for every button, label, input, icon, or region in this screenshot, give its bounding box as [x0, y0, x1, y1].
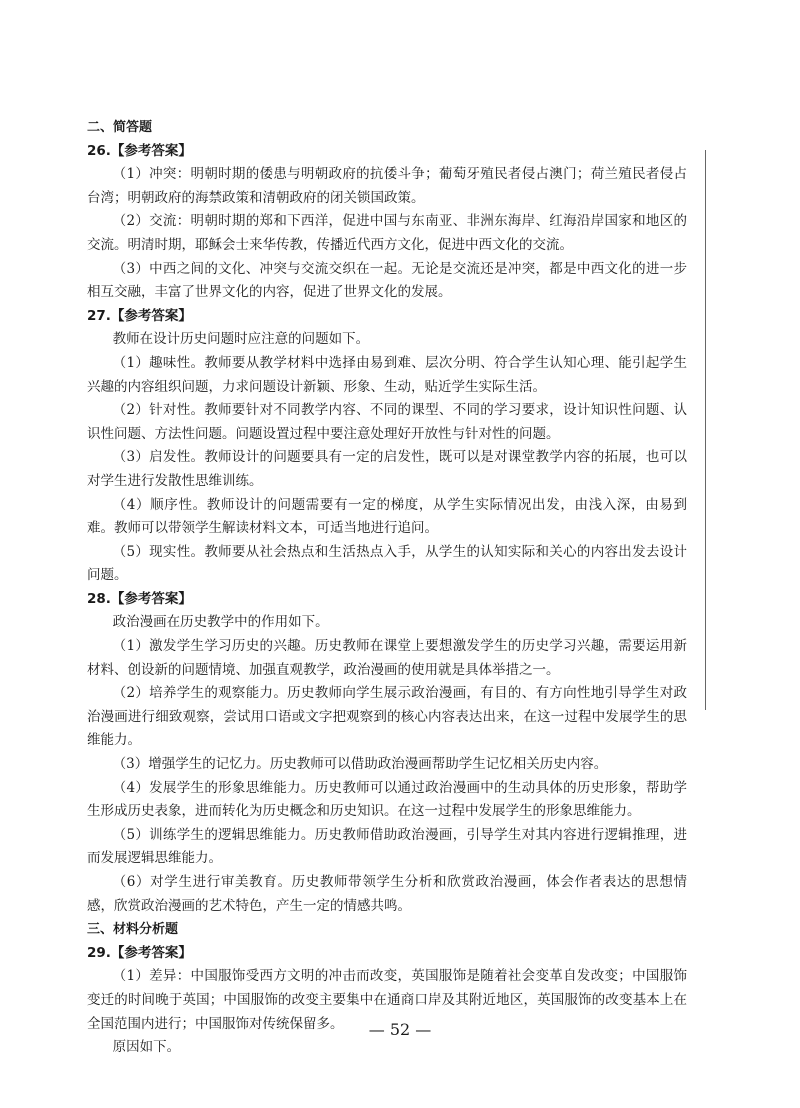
q28-paragraph-1: （1）激发学生学习历史的兴趣。历史教师在课堂上要想激发学生的历史学习兴趣，需要运用新材料、创设新的问题情境、加强直观教学，政治漫画的使用就是具体举措之一。: [87, 638, 687, 678]
q29-paragraph-2: 原因如下。: [112, 1039, 181, 1056]
q28-intro: 政治漫画在历史教学中的作用如下。: [112, 614, 329, 631]
q27-paragraph-2: （2）针对性。教师要针对不同教学内容、不同的课型、不同的学习要求，设计知识性问题、认识性问题、方法性问题。问题设置过程中要注意处理好开放性与针对性的问题。: [87, 402, 687, 442]
page-number: — 52 —: [368, 1020, 432, 1039]
q28-paragraph-3: （3）增强学生的记忆力。历史教师可以借助政治漫画帮助学生记忆相关历史内容。: [112, 756, 608, 773]
q27-paragraph-5: （5）现实性。教师要从社会热点和生活热点入手，从学生的认知实际和关心的内容出发去设计问题。: [87, 543, 687, 584]
q27-paragraph-1: （1）趣味性。教师要从教学材料中选择由易到难、层次分明、符合学生认知心理、能引起学生兴趣的内容组织问题，力求问题设计新颖、形象、生动，贴近学生实际生活。: [87, 354, 687, 395]
q28-paragraph-6: （6）对学生进行审美教育。历史教师带领学生分析和欣赏政治漫画，体会作者表达的思想情感，欣赏政治漫画的艺术特色，产生一定的情感共鸣。: [87, 874, 687, 914]
q28-label: 28.【参考答案】: [87, 590, 192, 607]
q26-label: 26.【参考答案】: [87, 142, 192, 159]
page-content: [87, 116, 687, 1060]
q27-intro: 教师在设计历史问题时应注意的问题如下。: [112, 331, 370, 348]
section-heading-short-answer: 二、简答题: [87, 120, 153, 135]
q27-paragraph-4: （4）顺序性。教师设计的问题需要有一定的梯度，从学生实际情况出发，由浅入深，由易到难。教师可以带领学生解读材料文本，可适当地进行追问。: [87, 496, 687, 537]
q26-paragraph-3: （3）中西之间的文化、冲突与交流交织在一起。无论是交流还是冲突，都是中西文化的进一步相互交融，丰富了世界文化的内容，促进了世界文化的发展。: [87, 260, 687, 301]
q28-paragraph-5: （5）训练学生的逻辑思维能力。历史教师借助政治漫画，引导学生对其内容进行逻辑推理，进而发展逻辑思维能力。: [87, 826, 687, 867]
q26-paragraph-2: （2）交流：明朝时期的郑和下西洋，促进中国与东南亚、非洲东海岸、红海沿岸国家和地区的交流。明清时期，耶稣会士来华传教，传播近代西方文化，促进中西文化的交流。: [87, 213, 687, 253]
q28-paragraph-4: （4）发展学生的形象思维能力。历史教师可以通过政治漫画中的生动具体的历史形象，帮助学生形成历史表象，进而转化为历史概念和历史知识。在这一过程中发展学生的形象思维能力。: [87, 779, 687, 820]
q27-paragraph-3: （3）启发性。教师设计的问题要具有一定的启发性，既可以是对课堂教学内容的拓展，也可以对学生进行发散性思维训练。: [87, 449, 687, 489]
q26-paragraph-1: （1）冲突：明朝时期的倭患与明朝政府的抗倭斗争；葡萄牙殖民者侵占澳门；荷兰殖民者侵占台湾；明朝政府的海禁政策和清朝政府的闭关锁国政策。: [87, 166, 687, 206]
margin-line: [705, 150, 706, 710]
section-heading-material-analysis: 三、材料分析题: [87, 922, 179, 938]
q27-label: 27.【参考答案】: [87, 307, 192, 324]
q29-label: 29.【参考答案】: [87, 944, 192, 961]
q29-paragraph-1: （1）差异：中国服饰受西方文明的冲击而改变，英国服饰是随着社会变革自发改变；中国服饰变迁的时间晚于英国；中国服饰的改变主要集中在通商口岸及其附近地区，英国服饰的改变基本上在全国范围内进行；中国服饰对传统保留多。: [87, 968, 687, 1032]
q28-paragraph-2: （2）培养学生的观察能力。历史教师向学生展示政治漫画，有目的、有方向性地引导学生对政治漫画进行细致观察，尝试用口语或文字把观察到的核心内容表达出来，在这一过程中发展学生的思维能力。: [87, 685, 687, 749]
